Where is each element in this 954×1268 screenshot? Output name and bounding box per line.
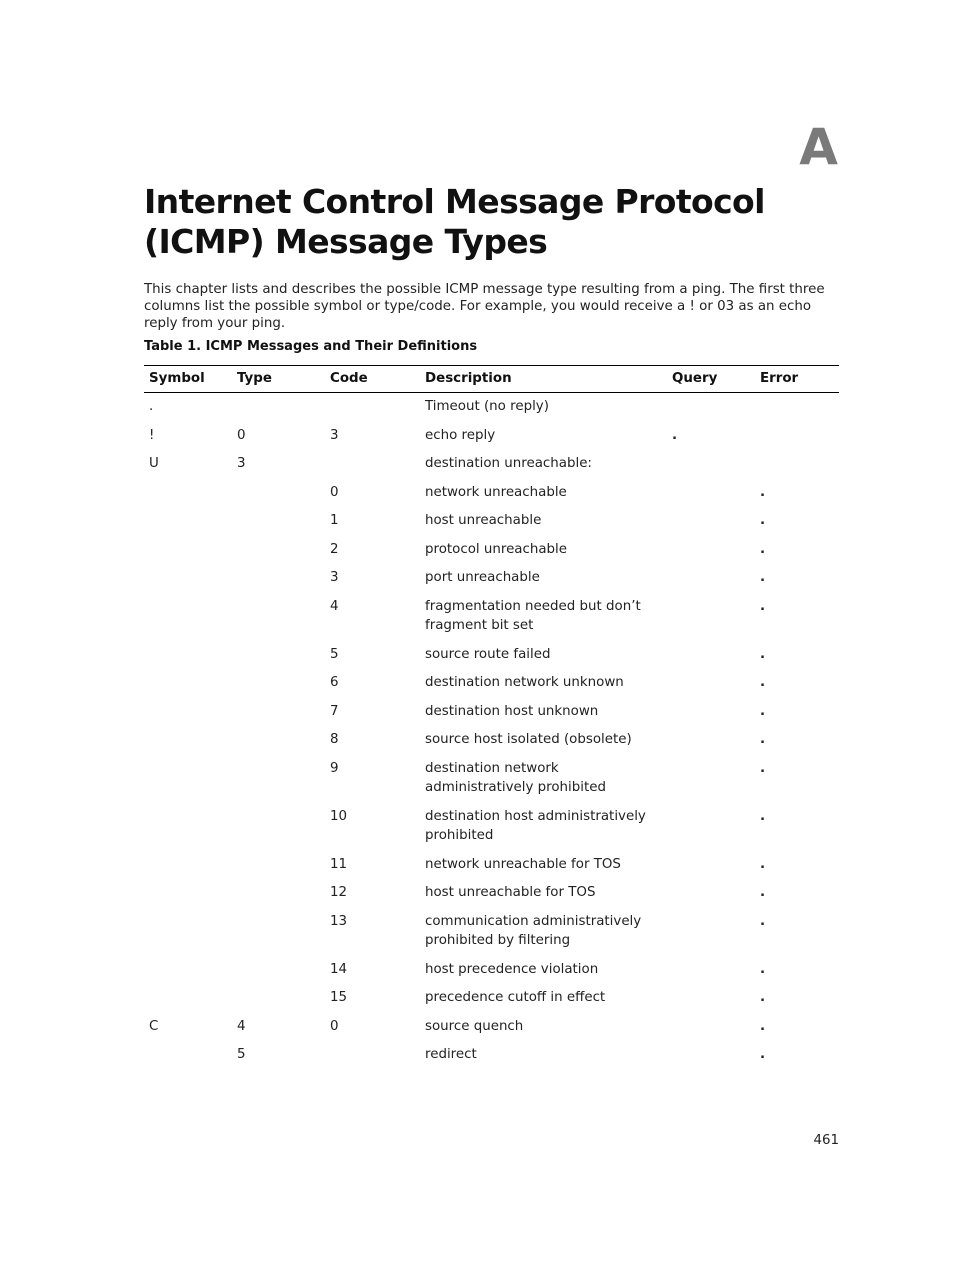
cell-description: source host isolated (obsolete) [425,732,632,747]
table-row [144,984,839,1013]
cell-symbol [144,1041,232,1070]
cell-type: 3 [237,456,246,471]
cell-code: 8 [330,732,339,747]
cell-description: port unreachable [425,570,540,585]
table-row [144,507,839,536]
cell-symbol: ! [149,427,155,443]
cell-query [667,669,755,698]
cell-description: communication administratively prohibited by filtering [425,913,642,948]
table-row [144,908,839,956]
cell-error: . [760,675,766,690]
table-row [144,851,839,880]
cell-symbol [144,536,232,565]
cell-description: network unreachable for TOS [425,856,621,872]
header-error: Error [755,366,839,393]
cell-type [232,393,325,422]
cell-query [667,956,755,985]
cell-code: 11 [330,856,348,872]
table-row [144,450,839,479]
cell-description: destination network unknown [425,675,624,690]
cell-type [232,984,325,1013]
cell-description: host precedence violation [425,961,599,977]
cell-symbol [144,956,232,985]
cell-code: 5 [330,646,339,662]
cell-code [325,450,420,479]
cell-error: . [760,570,766,585]
cell-code: 6 [330,675,339,690]
cell-description: Timeout (no reply) [425,399,549,414]
table-header-row [144,366,839,393]
cell-query [667,641,755,670]
cell-code: 9 [330,760,339,776]
cell-error: . [760,484,766,500]
table-row [144,669,839,698]
cell-query [667,1013,755,1042]
cell-query [667,755,755,803]
cell-code: 2 [330,541,339,557]
appendix-letter: A [799,118,838,176]
table-caption: Table 1. ICMP Messages and Their Definitions [144,339,478,354]
cell-query [667,593,755,641]
intro-paragraph: This chapter lists and describes the possible ICMP message type resulting from a ping. The first three columns list the possible symbol or type/code. For example, you would receive a ! or 03 as an echo reply from your ping. [144,282,825,331]
icmp-messages-table [144,365,839,1070]
table-row [144,726,839,755]
header-description: Description [420,366,667,393]
table-row [144,536,839,565]
cell-code [325,393,420,422]
header-query: Query [667,366,755,393]
cell-type [232,851,325,880]
cell-symbol [144,908,232,956]
cell-error: . [760,856,766,872]
cell-query [667,564,755,593]
cell-code: 12 [330,885,348,900]
cell-error: . [760,513,766,528]
cell-type [232,669,325,698]
header-code: Code [325,366,420,393]
cell-error: . [760,885,766,900]
table-row [144,1013,839,1042]
cell-type [232,593,325,641]
cell-description: precedence cutoff in effect [425,990,606,1005]
cell-symbol [144,726,232,755]
table-row [144,1041,839,1070]
cell-error: . [760,808,766,824]
cell-code: 13 [330,913,348,929]
cell-query [667,698,755,727]
cell-type [232,479,325,508]
cell-symbol [144,564,232,593]
cell-error: . [760,913,766,929]
table-row [144,422,839,451]
cell-query [667,1041,755,1070]
cell-symbol [144,698,232,727]
cell-error: . [760,598,766,614]
chapter-title: Internet Control Message Protocol (ICMP) Message Types [144,182,765,261]
cell-description: destination host administratively prohibited [425,808,646,843]
cell-symbol [144,479,232,508]
page-number: 461 [813,1133,839,1148]
cell-symbol [144,984,232,1013]
table-row [144,641,839,670]
cell-error: . [760,732,766,747]
cell-query [667,726,755,755]
table-row [144,593,839,641]
cell-error: . [760,541,766,557]
cell-query: . [672,427,678,443]
header-type: Type [232,366,325,393]
table-row [144,755,839,803]
table-row [144,879,839,908]
cell-query [667,479,755,508]
cell-code: 1 [330,513,339,528]
cell-code: 14 [330,961,348,977]
cell-description: destination network administratively prohibited [425,760,606,795]
table-row [144,479,839,508]
cell-code [325,1041,420,1070]
cell-symbol [144,755,232,803]
cell-symbol [144,593,232,641]
cell-description: protocol unreachable [425,541,568,557]
table-row [144,956,839,985]
cell-query [667,536,755,565]
cell-type: 0 [237,427,246,443]
cell-type [232,755,325,803]
cell-symbol [144,669,232,698]
cell-query [667,908,755,956]
cell-error: . [760,990,766,1005]
cell-type: 5 [237,1047,246,1062]
cell-query [667,879,755,908]
cell-error [755,422,839,451]
cell-symbol [144,803,232,851]
cell-code: 0 [330,1018,339,1034]
cell-error: . [760,646,766,662]
cell-description: source route failed [425,646,551,662]
cell-type [232,507,325,536]
cell-query [667,507,755,536]
cell-description: redirect [425,1047,477,1062]
cell-type [232,564,325,593]
cell-type [232,803,325,851]
cell-symbol [144,879,232,908]
cell-query [667,851,755,880]
cell-code: 3 [330,570,339,585]
cell-error: . [760,1047,766,1062]
cell-description: destination host unknown [425,703,599,719]
cell-code: 15 [330,990,348,1005]
cell-symbol [144,507,232,536]
cell-description: source quench [425,1018,524,1034]
cell-description: host unreachable [425,513,542,528]
cell-query [667,803,755,851]
cell-description: destination unreachable: [425,456,592,471]
cell-error: . [760,760,766,776]
cell-error [755,450,839,479]
cell-type [232,726,325,755]
cell-type [232,908,325,956]
cell-symbol: U [149,456,159,471]
cell-error [755,393,839,422]
cell-code: 3 [330,427,339,443]
cell-query [667,984,755,1013]
cell-type [232,698,325,727]
cell-code: 4 [330,598,339,614]
header-symbol: Symbol [144,366,232,393]
cell-description: fragmentation needed but don’t fragment bit set [425,598,641,633]
table-row [144,803,839,851]
cell-symbol: . [149,399,154,414]
cell-type [232,536,325,565]
table-row [144,698,839,727]
cell-description: host unreachable for TOS [425,885,596,900]
table-body [144,393,839,1070]
cell-error: . [760,961,766,977]
cell-description: network unreachable [425,484,567,500]
cell-query [667,393,755,422]
cell-type [232,641,325,670]
cell-symbol: C [149,1018,159,1034]
cell-symbol [144,851,232,880]
cell-query [667,450,755,479]
cell-symbol [144,641,232,670]
table-row [144,393,839,422]
cell-code: 7 [330,703,339,719]
cell-description: echo reply [425,427,496,443]
cell-type [232,956,325,985]
cell-code: 0 [330,484,339,500]
table-row [144,564,839,593]
cell-type: 4 [237,1018,246,1034]
cell-code: 10 [330,808,348,824]
cell-error: . [760,703,766,719]
cell-error: . [760,1018,766,1034]
cell-type [232,879,325,908]
